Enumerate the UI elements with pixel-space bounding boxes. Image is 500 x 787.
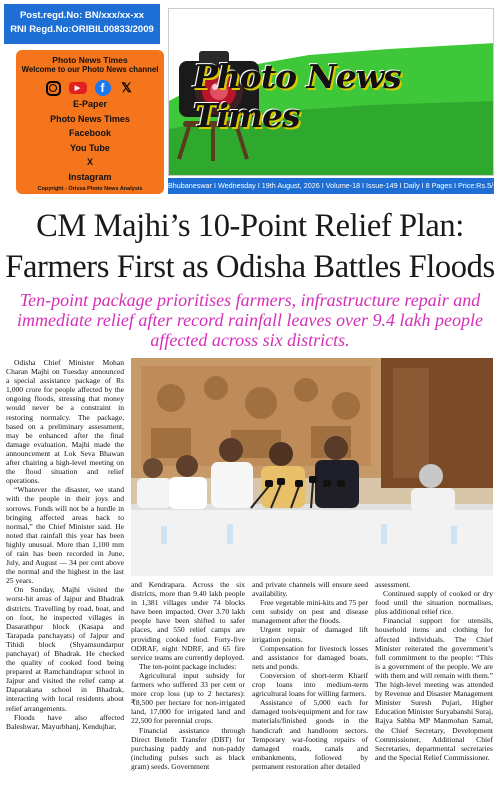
link-x[interactable]: X <box>86 157 93 167</box>
paragraph: Financial assistance through Direct Benefit Transfer (DBT) for purchasing paddy and non-paddy (including pulses such as black gram) seeds. Government <box>131 725 245 771</box>
copyright: Copyright - Orissa Photo News Analysis <box>37 186 143 192</box>
link-photo-news-times[interactable]: Photo News Times <box>50 113 130 124</box>
youtube-icon[interactable]: ▶ <box>69 82 87 94</box>
headline-line-2: Farmers First as Odisha Battles Floods <box>5 249 495 285</box>
newspaper-logo <box>168 8 494 176</box>
paragraph: Compensation for livestock losses and assistance for damaged boats, nets and ponds. <box>252 643 368 671</box>
paragraph: On Sunday, Majhi visited the worst-hit areas of Jajpur and Bhadrak districts. Travelling by road, boat, and on foot, he inspected villages in Dasarathpur block (Kasapa and Tarapada panchayats) of Jajpur and Tihidi block (Shyamsundarpur panchayat) of Bhadrak. He checked the quality of cooked food being prepared at Ramchandrapur school in Jajpur and visited the relief camp at Daparakana school in Bhadrak, interacting with local residents about relief arrangements. <box>6 585 124 713</box>
article-column-4 <box>375 580 493 762</box>
article-photo <box>131 358 493 576</box>
dateline: Bhubaneswar I Wednesday I 19th August, 2026 I Volume-18 I Issue-149 I Daily I 8 Pages I Price:Rs.5/- <box>168 178 494 194</box>
x-icon[interactable]: 𝕏 <box>121 80 132 95</box>
paragraph: Conversion of short-term Kharif crop loans into medium-term agricultural loans for willing farmers. <box>252 670 368 699</box>
promo-box <box>16 50 164 194</box>
facebook-icon[interactable]: f <box>95 80 111 96</box>
article-column-1 <box>6 358 124 731</box>
logo-title: Photo News Times <box>193 57 401 135</box>
link-instagram[interactable]: Instagram <box>68 171 112 182</box>
registration-box <box>4 4 160 44</box>
link-youtube[interactable]: You Tube <box>70 142 110 153</box>
paragraph: “Whatever the disaster, we stand with the people in their joys and sorrows. Funds will not be a hurdle in bringing affected areas back to normal,” the Chief Minister said. He noted that rainfall this year has been highly unusual. More than 1,100 mm of rain has been recorded in June, July, and August — 34 per cent above the normal and the highest in the last 25 years. <box>6 485 124 586</box>
headline <box>0 206 500 288</box>
rni-registration: RNI Regd.No:ORIBIL00833/2009 <box>10 24 154 35</box>
press-conference-image <box>131 358 493 576</box>
paragraph: The ten-point package includes: <box>139 661 237 671</box>
link-epaper[interactable]: E-Paper <box>72 99 107 109</box>
paragraph: Assistance of 5,000 each for damaged tools/equipment and for raw materials/finished goods in the handicraft and handloom sectors. Temporary war-footing repairs of damaged roads, canals and embankments, followed by permanent restoration after detailed <box>252 698 368 771</box>
masthead <box>0 0 500 200</box>
paragraph: assessment. <box>375 580 411 589</box>
promo-title: Photo News Times <box>52 55 128 65</box>
subheadline: Ten-point package prioritises farmers, infrastructure repair and immediate relief after record rainfall leaves over 9.4 lakh people affected across six districts. <box>17 290 483 350</box>
promo-welcome: Welcome to our Photo News channel <box>21 65 159 74</box>
paragraph: Floods have also affected Baleshwar, Mayurbhanj, Kendujhar, <box>6 712 124 731</box>
paragraph: Free vegetable mini-kits and 75 per cent subsidy on pest and disease management after the floods. <box>252 598 368 626</box>
paragraph: Continued supply of cooked or dry food until the situation normalises, plus additional relief rice. <box>375 589 493 617</box>
paragraph: Financial support for utensils, household items and clothing for affected individuals. The Chief Minister reiterated the government’s full commitment to the people: “This is a government of the people. We are with them and will remain with them.” The high-level meeting was attended by Revenue and Disaster Management Minister Suresh Pujari, Higher Education Minister Suryabanshi Suraj, Rajya Sabha MP Manmohan Samal, the Chief Secretary, Development Commissioner, Additional Chief Secretaries, departmental secretaries and the Special Relief Commissioner. <box>375 616 493 762</box>
paragraph: Agricultural input subsidy for farmers who suffered 33 per cent or more crop loss (up to 2 hectares): ₹8,500 per hectare for non-irrigated land, 17,000 for irrigated land and 22,500 for perennial crops. <box>131 670 245 726</box>
link-facebook[interactable]: Facebook <box>68 128 111 138</box>
instagram-icon[interactable] <box>46 81 61 96</box>
paragraph: and Kendrapara. Across the six districts, more than 9.40 lakh people in 1,381 villages under 74 blocks have been impacted. Over 3.70 lakh people have been shifted to safer places, and 550 relief camps are providing cooked food. Forty-five ODRAF, eight NDRF, and 65 fire service teams are currently deployed. <box>131 580 245 662</box>
article-column-3 <box>252 580 368 771</box>
article-column-2 <box>131 580 245 771</box>
paragraph: Odisha Chief Minister Mohan Charan Majhi on Tuesday announced a special assistance package of Rs 1,000 crore for people affected by the ongoing floods, stressing that money would never be a constraint in restoring normalcy. The package, based on a preliminary assessment, may be enhanced after the final damage evaluation. Majhi made the announcement at Lok Seva Bhawan after chairing a high-level meeting on the flood situation and relief operations. <box>6 358 124 486</box>
paragraph: Urgent repair of damaged lift irrigation points. <box>252 625 368 644</box>
postal-registration: Post.regd.No: BN/xxx/xx-xx <box>19 10 145 21</box>
paragraph: and private channels will ensure seed availability. <box>252 580 368 599</box>
social-icons <box>16 79 164 97</box>
headline-line-1: CM Majhi’s 10-Point Relief Plan: <box>36 208 464 244</box>
